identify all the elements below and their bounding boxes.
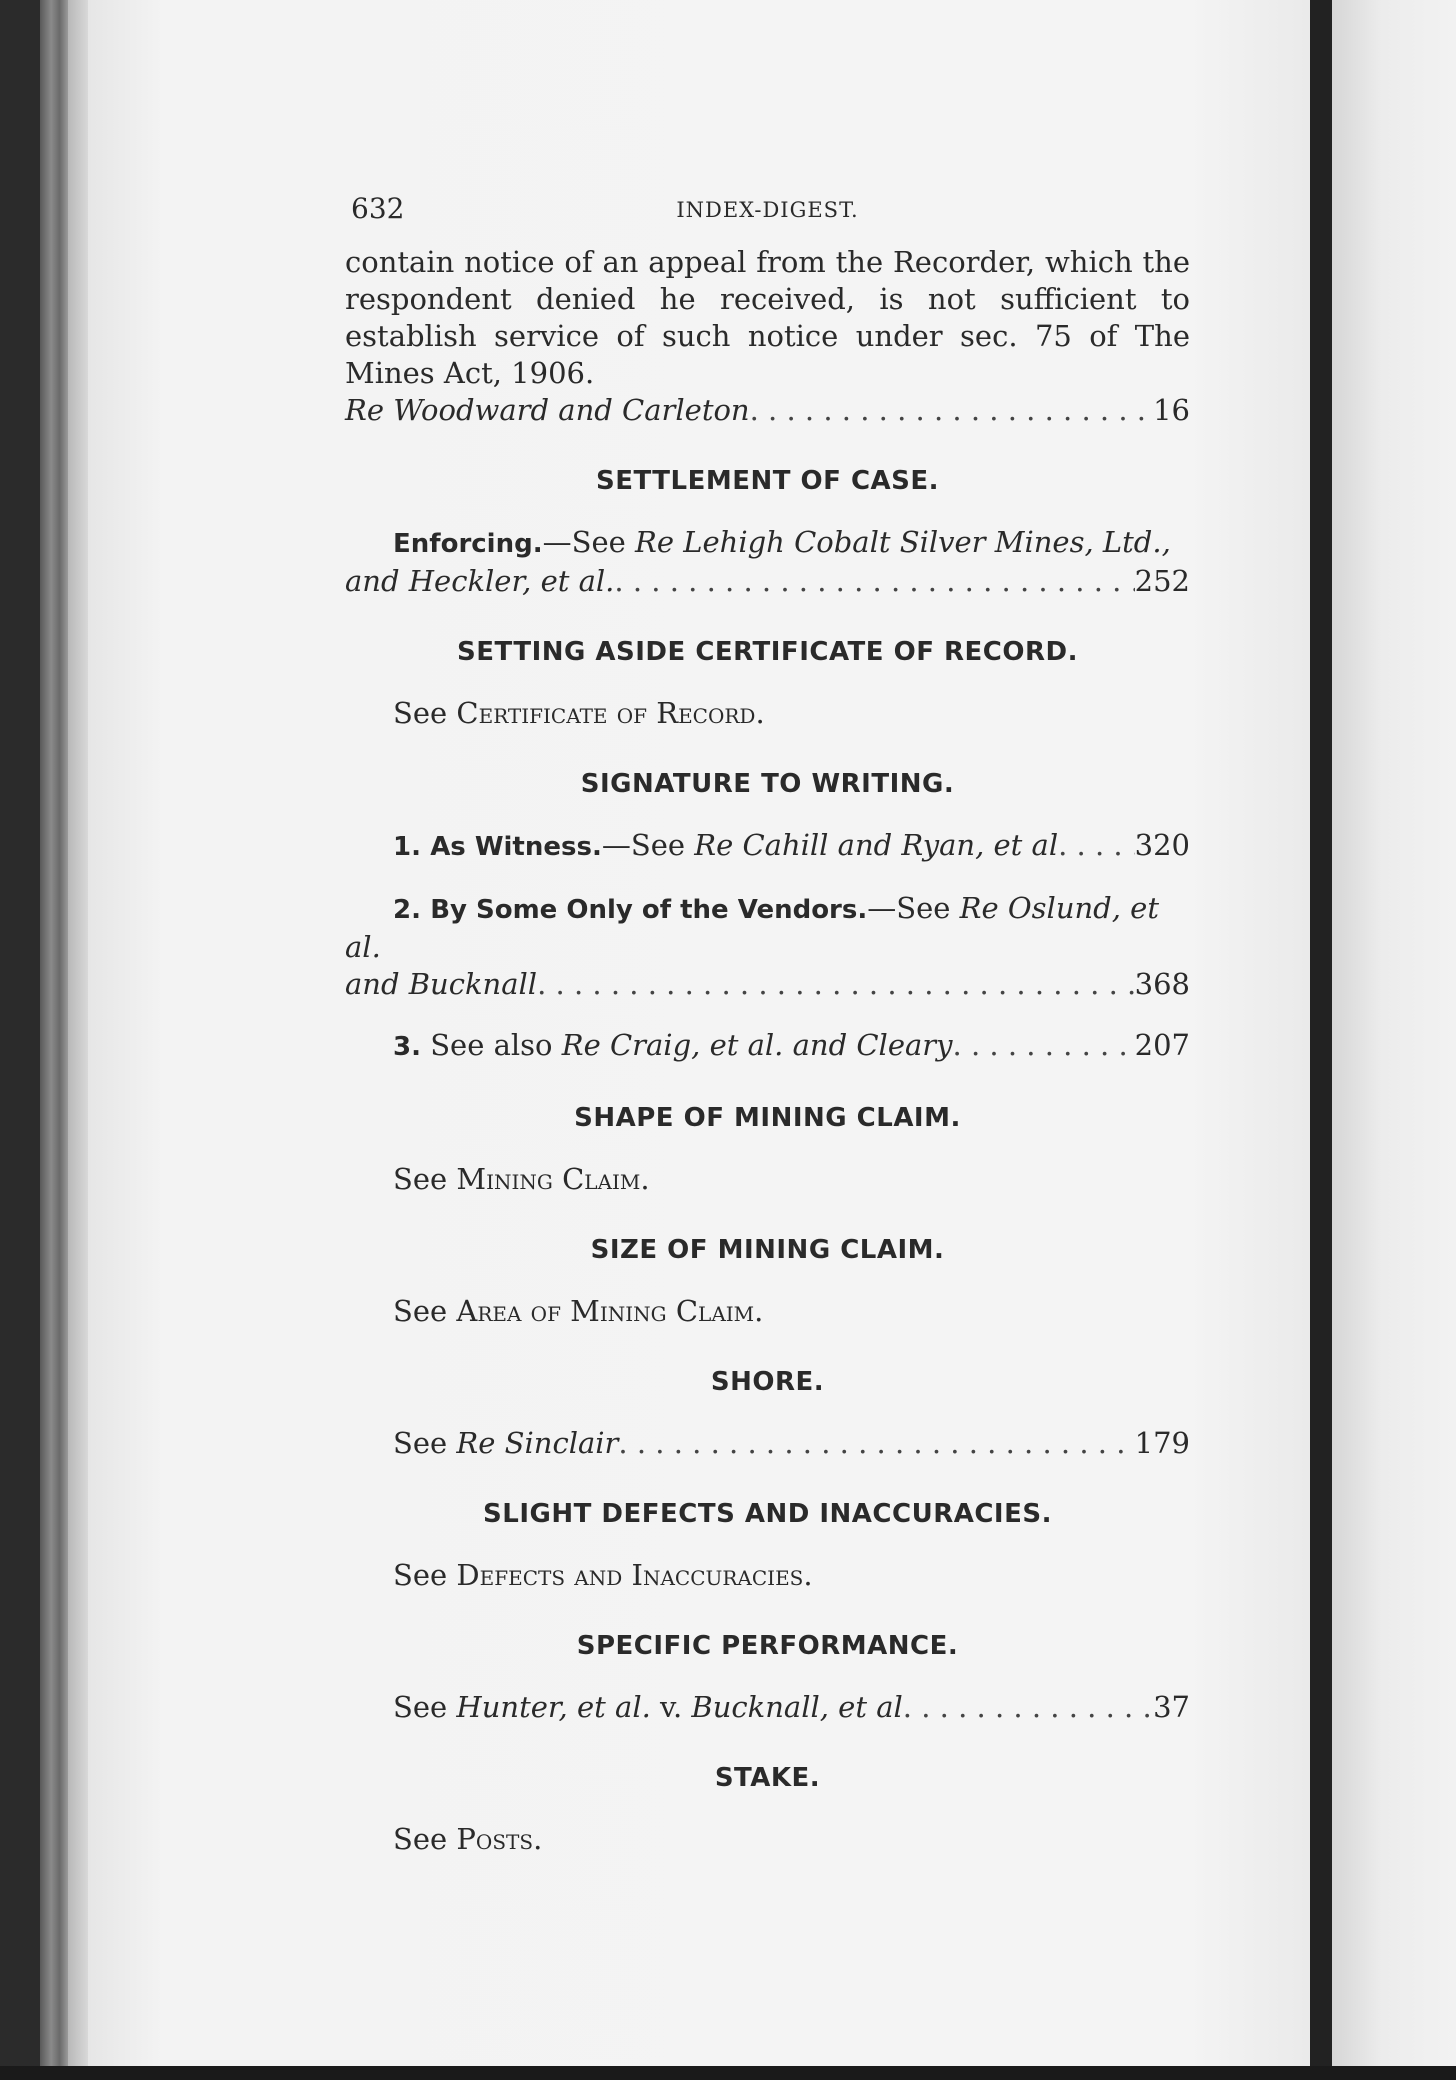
scan-bottom-border bbox=[0, 2066, 1456, 2080]
dot-leader bbox=[953, 1027, 1135, 1064]
case-name: Re Sinclair bbox=[456, 1426, 619, 1460]
section-heading: SETTING ASIDE CERTIFICATE OF RECORD. bbox=[457, 637, 1078, 667]
continuation-text: contain notice of an appeal from the Recorder, which the respondent denied he received, is not sufficient to establish service of such notice under sec. 75 of The Mines Act, 1906. bbox=[345, 245, 1190, 390]
item-number: 3. bbox=[393, 1032, 421, 1062]
versus-text: v. bbox=[650, 1690, 692, 1724]
dot-leader bbox=[1058, 827, 1135, 864]
section-heading: SLIGHT DEFECTS AND INACCURACIES. bbox=[483, 1499, 1052, 1529]
index-entry bbox=[345, 1293, 1190, 1330]
index-entry bbox=[345, 1161, 1190, 1198]
case-name: Re Oslund, et al. bbox=[345, 891, 1159, 964]
see-text: See bbox=[393, 1822, 448, 1856]
page-gutter bbox=[68, 0, 88, 2080]
index-entry bbox=[345, 1821, 1190, 1858]
cross-reference: Certificate of Record. bbox=[456, 696, 765, 730]
see-text: —See bbox=[601, 828, 695, 862]
dot-leader bbox=[618, 1425, 1134, 1462]
case-name: and Bucknall bbox=[345, 967, 538, 1001]
entry-lead: As Witness. bbox=[430, 832, 602, 862]
page-reference: 37 bbox=[1153, 1690, 1190, 1724]
see-text: See also bbox=[430, 1028, 562, 1062]
see-text: See bbox=[393, 696, 448, 730]
index-entry bbox=[345, 890, 1190, 966]
section-heading: SHAPE OF MINING CLAIM. bbox=[574, 1103, 961, 1133]
running-title: INDEX-DIGEST. bbox=[676, 198, 859, 222]
see-text: —See bbox=[542, 525, 636, 559]
section-heading: STAKE. bbox=[714, 1763, 821, 1793]
index-entry bbox=[345, 1425, 1190, 1462]
section-heading: SETTLEMENT OF CASE. bbox=[595, 466, 940, 496]
index-entry bbox=[345, 1689, 1190, 1726]
entry-lead: By Some Only of the Vendors. bbox=[430, 895, 868, 925]
item-number: 1. bbox=[393, 832, 421, 862]
cross-reference: Mining Claim. bbox=[456, 1162, 650, 1196]
see-text: See bbox=[393, 1294, 448, 1328]
index-entry bbox=[345, 695, 1190, 732]
book-spine bbox=[0, 0, 40, 2080]
see-text: See bbox=[393, 1162, 448, 1196]
dot-leader bbox=[750, 392, 1153, 429]
see-text: See bbox=[393, 1690, 457, 1724]
index-entry bbox=[345, 1557, 1190, 1594]
page-content bbox=[345, 180, 1190, 1858]
running-header bbox=[345, 180, 1190, 225]
page-reference: 16 bbox=[1153, 393, 1190, 427]
item-number: 2. bbox=[393, 895, 421, 925]
index-entry bbox=[345, 827, 1190, 866]
page-edge-stack bbox=[40, 0, 68, 2080]
page-reference: 207 bbox=[1134, 1028, 1190, 1062]
section-heading: SIZE OF MINING CLAIM. bbox=[590, 1235, 945, 1265]
section-heading: SIGNATURE TO WRITING. bbox=[580, 769, 955, 799]
case-name: Re Woodward and Carleton bbox=[345, 393, 750, 427]
index-entry bbox=[345, 1027, 1190, 1066]
index-entry bbox=[345, 524, 1190, 563]
page-reference: 252 bbox=[1134, 564, 1190, 598]
dot-leader bbox=[537, 966, 1135, 1003]
case-name: and Heckler, et al. bbox=[345, 564, 615, 598]
section-heading: SHORE. bbox=[710, 1367, 825, 1397]
cross-reference: Area of Mining Claim. bbox=[456, 1294, 764, 1328]
case-name: Re Craig, et al. and Cleary bbox=[561, 1028, 953, 1062]
see-text: See bbox=[393, 1426, 457, 1460]
cross-reference: Defects and Inaccuracies. bbox=[456, 1558, 813, 1592]
page-reference: 179 bbox=[1134, 1426, 1190, 1460]
entry-citation bbox=[345, 966, 1190, 1003]
page-reference: 368 bbox=[1134, 967, 1190, 1001]
entry-lead: Enforcing. bbox=[393, 529, 543, 559]
page-reference: 320 bbox=[1134, 828, 1190, 862]
case-name: Re Cahill and Ryan, et al bbox=[694, 828, 1059, 862]
case-name: Bucknall, et al bbox=[691, 1690, 903, 1724]
page-number: 632 bbox=[351, 192, 405, 225]
cross-reference: Posts. bbox=[456, 1822, 543, 1856]
continuation-citation bbox=[345, 392, 1190, 429]
case-name: Re Lehigh Cobalt Silver Mines, Ltd., bbox=[635, 525, 1171, 559]
entry-citation bbox=[345, 563, 1190, 600]
dot-leader bbox=[614, 563, 1134, 600]
case-name: Hunter, et al. bbox=[456, 1690, 651, 1724]
see-text: —See bbox=[867, 891, 960, 925]
facing-page bbox=[1332, 0, 1456, 2080]
dot-leader bbox=[903, 1689, 1153, 1726]
see-text: See bbox=[393, 1558, 448, 1592]
facing-page-shadow bbox=[1310, 0, 1332, 2080]
section-heading: SPECIFIC PERFORMANCE. bbox=[576, 1631, 959, 1661]
